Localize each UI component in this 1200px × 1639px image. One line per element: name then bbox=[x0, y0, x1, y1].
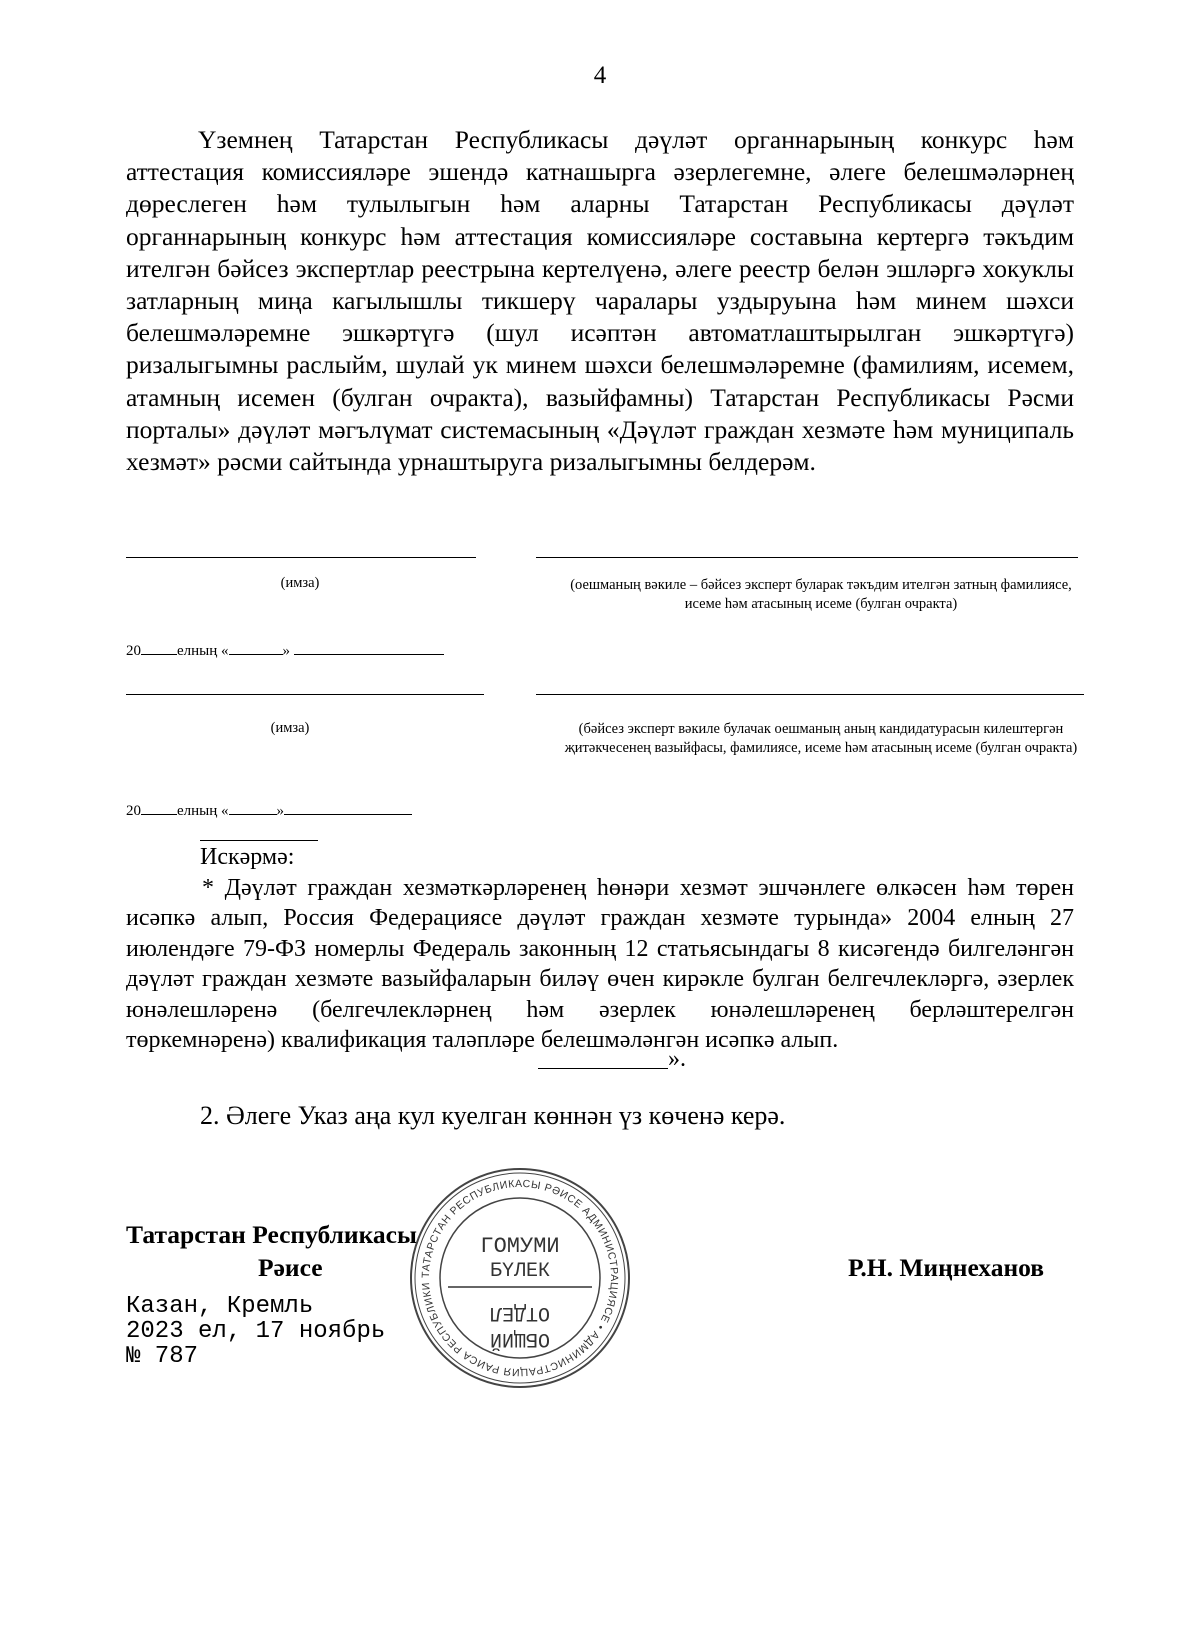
note-divider bbox=[200, 840, 318, 841]
note-text: * Дәүләт граждан хезмәткәрләренең һөнәри хезмәт эшчәнлеге өлкәсен һәм төрен исәпкә алып, Россия Федерациясе дәүләт граждан хезмәте турында» 2004 елның 27 июлендәге 79-ФЗ номерлы Федераль законның 12 статьясындагы 8 кисәгендә билгеләнгән дәүләт граждан хезмәте вазыйфаларын биләү өчен кирәкле булган белгечлекләргә, әзерлек юнәлешләренә (белгечлекләрнең һәм әзерлек юнәлешләренең берләштерелгән төркемнәренә) квалификация таләпләре белешмәләнгән исәпкә алып. bbox=[126, 875, 1074, 1054]
signature-caption-right-1: (оешманың вәкиле – бәйсез эксперт буларак тәкъдим ителгән затның фамилиясе, исеме һәм атасының исеме (булган очракта) bbox=[570, 577, 1072, 612]
date-prefix: 20 bbox=[126, 643, 141, 659]
stamp-line1: ГОМУМИ bbox=[480, 1234, 560, 1259]
date-year-word: елның « bbox=[177, 803, 229, 819]
signer-title-line1: Татарстан Республикасы bbox=[126, 1220, 417, 1249]
date-line-1 bbox=[126, 640, 444, 660]
place: Казан, Кремль bbox=[126, 1293, 314, 1320]
date-month-blank bbox=[284, 800, 412, 815]
signature-line-right-1 bbox=[536, 557, 1078, 558]
stamp-ring-text: ТАТАРСТАН РЕСПУБЛИКАСЫ РӘИСЕ АДМИНИСТРАЦИЯСЕ • АДМИНИСТРАЦИЯ РАИСА РЕСПУБЛИКИ bbox=[419, 1177, 621, 1379]
decree-date: 2023 ел, 17 ноябрь bbox=[126, 1318, 386, 1345]
signer-title-line2: Рәисе bbox=[258, 1253, 323, 1282]
date-year-blank bbox=[141, 640, 177, 655]
consent-paragraph: Үземнең Татарстан Республикасы дәүләт органнарының конкурс һәм аттестация комиссияләре эшендә катнашырга әзерлегемне, әлеге белешмәләрнең дөреслеген һәм тулылыгын һәм аларны Татарстан Республикасы дәүләт органнарының конкурс һәм аттестация комиссияләре составына кертергә тәкъдим ителгән бәйсез экспертлар реестрына кертелүенә, әлеге реестр белән эшләргә хокуклы затларның миңа кагылышлы тикшерү чаралары уздыруына һәм минем шәхси белешмәләремне эшкәртүгә (шул исәптән автоматлаштырылган эшкәртүгә) ризалыгымны раслыйм, шулай ук минем шәхси белешмәләремне (фамилиям, исемем, атамның исемен (булган очракта), вазыйфамны) Татарстан Республикасы Рәсми порталы» дәүләт мәгълүмат системасының «Дәүләт граждан хезмәте һәм муниципаль хезмәт» рәсми сайтында урнаштыруга ризалыгымны белдерәм. bbox=[126, 125, 1074, 477]
date-day-blank bbox=[229, 640, 283, 655]
signature-caption-right-2: (бәйсез эксперт вәкиле булачак оешманың аның кандидатурасын килештергән җитәкчесенең вазыйфасы, фамилиясе, исеме һәм атасының исеме (булган очракта) bbox=[564, 721, 1078, 756]
decree-number: № 787 bbox=[126, 1343, 199, 1370]
date-year-blank bbox=[141, 800, 177, 815]
date-line-2 bbox=[126, 800, 412, 820]
signature-caption-left-2: (имза) bbox=[270, 720, 310, 736]
date-year-word: елның « bbox=[177, 643, 229, 659]
stamp-line2: БҮЛЕК bbox=[489, 1260, 551, 1283]
date-close: » bbox=[276, 803, 285, 819]
page-number: 4 bbox=[593, 62, 607, 89]
closing-quote: ». bbox=[668, 1046, 686, 1072]
date-month-blank bbox=[294, 640, 444, 655]
signer-name: Р.Н. Миңнеханов bbox=[848, 1253, 1045, 1282]
date-prefix: 20 bbox=[126, 803, 141, 819]
note-title: Искәрмә: bbox=[200, 844, 295, 870]
stamp-seal-icon bbox=[408, 1166, 632, 1390]
date-close: » bbox=[282, 643, 291, 659]
signature-line-left-2 bbox=[126, 694, 484, 695]
clause-2: 2. Әлеге Указ аңа кул куелган көннән үз көченә керә. bbox=[200, 1101, 786, 1130]
stamp-line3: ОТДЕЛ bbox=[489, 1301, 551, 1324]
official-stamp bbox=[408, 1166, 632, 1390]
signature-line-left-1 bbox=[126, 557, 476, 558]
signature-caption-left-1: (имза) bbox=[280, 575, 320, 591]
date-day-blank bbox=[229, 800, 277, 815]
stamp-line4: ОБЩИЙ bbox=[489, 1327, 551, 1350]
signature-line-right-2 bbox=[536, 694, 1084, 695]
